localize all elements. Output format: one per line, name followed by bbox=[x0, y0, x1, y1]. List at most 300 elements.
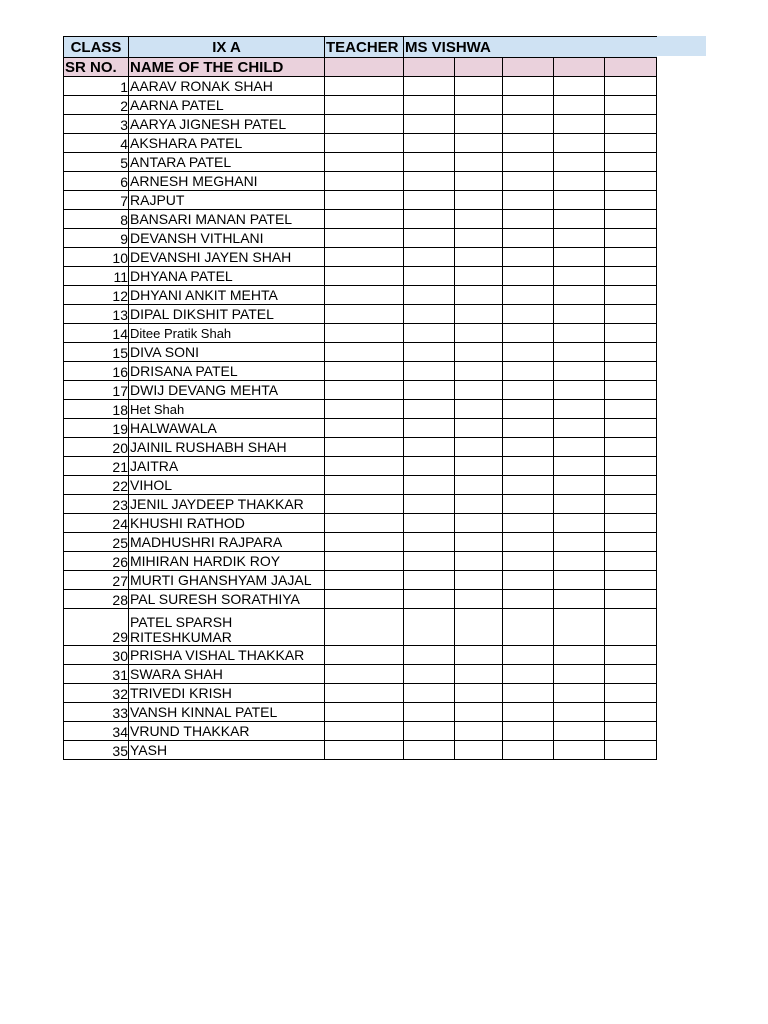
empty-cell bbox=[554, 210, 605, 229]
empty-cell bbox=[554, 305, 605, 324]
child-name-cell: TRIVEDI KRISH bbox=[129, 684, 325, 703]
empty-cell bbox=[554, 665, 605, 684]
empty-cell bbox=[605, 305, 657, 324]
child-name-cell: AARYA JIGNESH PATEL bbox=[129, 115, 325, 134]
table-row bbox=[64, 210, 657, 229]
empty-cell bbox=[455, 248, 503, 267]
empty-cell bbox=[455, 96, 503, 115]
empty-cell bbox=[404, 324, 455, 343]
empty-cell bbox=[503, 552, 554, 571]
empty-cell bbox=[554, 362, 605, 381]
table-row bbox=[64, 400, 657, 419]
empty-cell bbox=[455, 571, 503, 590]
empty-cell bbox=[455, 191, 503, 210]
empty-cell bbox=[455, 267, 503, 286]
empty-cell bbox=[605, 438, 657, 457]
empty-cell bbox=[404, 400, 455, 419]
child-name-cell: DIPAL DIKSHIT PATEL bbox=[129, 305, 325, 324]
child-name-cell: RAJPUT bbox=[129, 191, 325, 210]
empty-cell bbox=[455, 590, 503, 609]
empty-header-cell bbox=[554, 58, 605, 77]
empty-cell bbox=[455, 438, 503, 457]
empty-cell bbox=[605, 590, 657, 609]
empty-cell bbox=[605, 457, 657, 476]
empty-cell bbox=[404, 457, 455, 476]
empty-cell bbox=[605, 134, 657, 153]
sr-no-cell: 16 bbox=[64, 362, 129, 381]
empty-cell bbox=[404, 646, 455, 665]
empty-cell bbox=[503, 514, 554, 533]
empty-cell bbox=[503, 571, 554, 590]
empty-cell bbox=[503, 400, 554, 419]
table-row bbox=[64, 533, 657, 552]
empty-cell bbox=[455, 229, 503, 248]
table-row bbox=[64, 514, 657, 533]
table-row bbox=[64, 267, 657, 286]
empty-cell bbox=[455, 495, 503, 514]
child-name-cell: DHYANI ANKIT MEHTA bbox=[129, 286, 325, 305]
empty-header-cell bbox=[325, 58, 404, 77]
table-row bbox=[64, 722, 657, 741]
child-name-cell: JAINIL RUSHABH SHAH bbox=[129, 438, 325, 457]
empty-cell bbox=[325, 684, 404, 703]
empty-cell bbox=[503, 533, 554, 552]
sr-no-cell: 27 bbox=[64, 571, 129, 590]
empty-cell bbox=[554, 590, 605, 609]
empty-cell bbox=[554, 495, 605, 514]
class-label: CLASS bbox=[64, 37, 129, 58]
table-row bbox=[64, 457, 657, 476]
sr-no-cell: 9 bbox=[64, 229, 129, 248]
sr-no-cell: 31 bbox=[64, 665, 129, 684]
empty-cell bbox=[455, 552, 503, 571]
child-name-cell: ANTARA PATEL bbox=[129, 153, 325, 172]
empty-cell bbox=[503, 229, 554, 248]
empty-cell bbox=[404, 419, 455, 438]
sr-no-cell: 28 bbox=[64, 590, 129, 609]
empty-cell bbox=[404, 115, 455, 134]
empty-cell bbox=[455, 381, 503, 400]
child-name-cell: ARNESH MEGHANI bbox=[129, 172, 325, 191]
empty-cell bbox=[455, 362, 503, 381]
sr-no-cell: 23 bbox=[64, 495, 129, 514]
empty-cell bbox=[605, 419, 657, 438]
empty-cell bbox=[605, 703, 657, 722]
empty-cell bbox=[554, 324, 605, 343]
sr-no-cell: 29 bbox=[64, 609, 129, 646]
empty-cell bbox=[404, 77, 455, 96]
empty-cell bbox=[404, 571, 455, 590]
empty-cell bbox=[605, 552, 657, 571]
empty-cell bbox=[605, 722, 657, 741]
empty-cell bbox=[325, 210, 404, 229]
name-header: NAME OF THE CHILD bbox=[129, 58, 325, 77]
empty-cell bbox=[404, 96, 455, 115]
empty-cell bbox=[503, 438, 554, 457]
empty-cell bbox=[554, 115, 605, 134]
sr-no-cell: 17 bbox=[64, 381, 129, 400]
table-row bbox=[64, 191, 657, 210]
sr-no-cell: 10 bbox=[64, 248, 129, 267]
empty-cell bbox=[455, 665, 503, 684]
empty-cell bbox=[455, 514, 503, 533]
empty-cell bbox=[605, 248, 657, 267]
sr-no-header: SR NO. bbox=[64, 58, 129, 77]
empty-cell bbox=[605, 533, 657, 552]
sr-no-cell: 19 bbox=[64, 419, 129, 438]
empty-cell bbox=[503, 134, 554, 153]
empty-cell bbox=[325, 96, 404, 115]
empty-cell bbox=[554, 77, 605, 96]
table-row bbox=[64, 741, 657, 760]
child-name-cell: PATEL SPARSH RITESHKUMAR bbox=[129, 609, 325, 646]
empty-cell bbox=[404, 381, 455, 400]
empty-cell bbox=[605, 210, 657, 229]
empty-cell bbox=[325, 609, 404, 646]
child-name-cell: KHUSHI RATHOD bbox=[129, 514, 325, 533]
sr-no-cell: 14 bbox=[64, 324, 129, 343]
table-row bbox=[64, 476, 657, 495]
empty-cell bbox=[404, 495, 455, 514]
empty-cell bbox=[455, 703, 503, 722]
empty-cell bbox=[554, 476, 605, 495]
sr-no-cell: 3 bbox=[64, 115, 129, 134]
empty-cell bbox=[503, 286, 554, 305]
child-name-cell: VIHOL bbox=[129, 476, 325, 495]
empty-cell bbox=[404, 153, 455, 172]
empty-cell bbox=[503, 419, 554, 438]
empty-cell bbox=[325, 571, 404, 590]
empty-cell bbox=[325, 115, 404, 134]
child-name-cell: VRUND THAKKAR bbox=[129, 722, 325, 741]
empty-cell bbox=[325, 267, 404, 286]
table-row bbox=[64, 286, 657, 305]
sr-no-cell: 21 bbox=[64, 457, 129, 476]
sr-no-cell: 15 bbox=[64, 343, 129, 362]
empty-cell bbox=[605, 362, 657, 381]
empty-cell bbox=[325, 153, 404, 172]
child-name-cell: AKSHARA PATEL bbox=[129, 134, 325, 153]
empty-cell bbox=[325, 741, 404, 760]
empty-cell bbox=[404, 305, 455, 324]
empty-cell bbox=[455, 457, 503, 476]
table-row bbox=[64, 571, 657, 590]
empty-cell bbox=[325, 495, 404, 514]
empty-cell bbox=[455, 134, 503, 153]
empty-cell bbox=[404, 684, 455, 703]
empty-cell bbox=[503, 722, 554, 741]
empty-cell bbox=[605, 684, 657, 703]
empty-cell bbox=[325, 514, 404, 533]
empty-cell bbox=[325, 77, 404, 96]
table-row bbox=[64, 153, 657, 172]
teacher-label: TEACHER bbox=[325, 37, 404, 58]
empty-cell bbox=[325, 134, 404, 153]
empty-cell bbox=[404, 590, 455, 609]
empty-cell bbox=[503, 684, 554, 703]
empty-cell bbox=[554, 153, 605, 172]
empty-cell bbox=[554, 552, 605, 571]
empty-cell bbox=[554, 533, 605, 552]
empty-cell bbox=[503, 457, 554, 476]
empty-cell bbox=[605, 343, 657, 362]
empty-cell bbox=[503, 172, 554, 191]
child-name-cell: JENIL JAYDEEP THAKKAR bbox=[129, 495, 325, 514]
empty-cell bbox=[455, 153, 503, 172]
empty-header-cell bbox=[503, 58, 554, 77]
empty-cell bbox=[455, 77, 503, 96]
empty-cell bbox=[605, 571, 657, 590]
sr-no-cell: 30 bbox=[64, 646, 129, 665]
empty-cell bbox=[605, 96, 657, 115]
empty-cell bbox=[503, 248, 554, 267]
empty-cell bbox=[325, 381, 404, 400]
empty-cell bbox=[503, 343, 554, 362]
class-value: IX A bbox=[129, 37, 325, 58]
empty-cell bbox=[503, 476, 554, 495]
empty-cell bbox=[503, 381, 554, 400]
child-name-cell: BANSARI MANAN PATEL bbox=[129, 210, 325, 229]
empty-cell bbox=[554, 703, 605, 722]
empty-cell bbox=[404, 286, 455, 305]
child-name-cell: SWARA SHAH bbox=[129, 665, 325, 684]
header-fill-overflow bbox=[657, 36, 706, 56]
sr-no-cell: 4 bbox=[64, 134, 129, 153]
empty-cell bbox=[605, 172, 657, 191]
child-name-cell: PAL SURESH SORATHIYA bbox=[129, 590, 325, 609]
table-row bbox=[64, 552, 657, 571]
empty-cell bbox=[554, 722, 605, 741]
sr-no-cell: 20 bbox=[64, 438, 129, 457]
empty-cell bbox=[605, 400, 657, 419]
empty-cell bbox=[605, 229, 657, 248]
table-row bbox=[64, 609, 657, 646]
table-row bbox=[64, 96, 657, 115]
empty-cell bbox=[605, 381, 657, 400]
table-row bbox=[64, 172, 657, 191]
empty-cell bbox=[455, 172, 503, 191]
empty-cell bbox=[325, 362, 404, 381]
class-header-row bbox=[64, 37, 657, 58]
empty-cell bbox=[554, 457, 605, 476]
child-name-cell: MADHUSHRI RAJPARA bbox=[129, 533, 325, 552]
empty-cell bbox=[325, 457, 404, 476]
empty-cell bbox=[503, 741, 554, 760]
empty-cell bbox=[605, 153, 657, 172]
empty-cell bbox=[404, 722, 455, 741]
teacher-value: MS VISHWA bbox=[404, 37, 657, 58]
table-row bbox=[64, 703, 657, 722]
empty-cell bbox=[455, 305, 503, 324]
empty-cell bbox=[554, 134, 605, 153]
empty-cell bbox=[325, 552, 404, 571]
empty-cell bbox=[325, 191, 404, 210]
table-row bbox=[64, 590, 657, 609]
empty-cell bbox=[605, 476, 657, 495]
empty-cell bbox=[404, 533, 455, 552]
empty-cell bbox=[554, 646, 605, 665]
empty-cell bbox=[404, 514, 455, 533]
table-row bbox=[64, 438, 657, 457]
empty-cell bbox=[554, 191, 605, 210]
table-row bbox=[64, 324, 657, 343]
child-name-cell: PRISHA VISHAL THAKKAR bbox=[129, 646, 325, 665]
empty-cell bbox=[554, 267, 605, 286]
sr-no-cell: 2 bbox=[64, 96, 129, 115]
empty-cell bbox=[503, 590, 554, 609]
table-row bbox=[64, 646, 657, 665]
empty-cell bbox=[503, 191, 554, 210]
empty-cell bbox=[503, 703, 554, 722]
empty-cell bbox=[325, 172, 404, 191]
empty-cell bbox=[404, 267, 455, 286]
sr-no-cell: 6 bbox=[64, 172, 129, 191]
sr-no-cell: 5 bbox=[64, 153, 129, 172]
empty-cell bbox=[455, 210, 503, 229]
child-name-cell: DRISANA PATEL bbox=[129, 362, 325, 381]
child-name-cell: Ditee Pratik Shah bbox=[129, 324, 325, 343]
empty-cell bbox=[404, 191, 455, 210]
empty-cell bbox=[404, 210, 455, 229]
empty-cell bbox=[605, 115, 657, 134]
empty-cell bbox=[325, 343, 404, 362]
empty-cell bbox=[554, 684, 605, 703]
sr-no-cell: 22 bbox=[64, 476, 129, 495]
empty-cell bbox=[455, 684, 503, 703]
sr-no-cell: 25 bbox=[64, 533, 129, 552]
empty-cell bbox=[325, 305, 404, 324]
empty-cell bbox=[503, 646, 554, 665]
empty-cell bbox=[404, 741, 455, 760]
empty-cell bbox=[605, 324, 657, 343]
empty-cell bbox=[605, 646, 657, 665]
child-name-cell: JAITRA bbox=[129, 457, 325, 476]
empty-cell bbox=[404, 343, 455, 362]
empty-cell bbox=[325, 533, 404, 552]
sr-no-cell: 13 bbox=[64, 305, 129, 324]
empty-cell bbox=[455, 324, 503, 343]
empty-cell bbox=[404, 476, 455, 495]
empty-cell bbox=[554, 419, 605, 438]
empty-cell bbox=[404, 438, 455, 457]
table-row bbox=[64, 665, 657, 684]
empty-cell bbox=[554, 343, 605, 362]
empty-cell bbox=[325, 590, 404, 609]
empty-cell bbox=[554, 609, 605, 646]
table-row bbox=[64, 684, 657, 703]
empty-cell bbox=[605, 609, 657, 646]
empty-cell bbox=[605, 495, 657, 514]
child-name-cell: Het Shah bbox=[129, 400, 325, 419]
child-name-cell: VANSH KINNAL PATEL bbox=[129, 703, 325, 722]
child-name-cell: DEVANSHI JAYEN SHAH bbox=[129, 248, 325, 267]
empty-cell bbox=[554, 571, 605, 590]
child-name-cell: AARAV RONAK SHAH bbox=[129, 77, 325, 96]
empty-cell bbox=[605, 286, 657, 305]
empty-cell bbox=[455, 343, 503, 362]
column-header-row bbox=[64, 58, 657, 77]
table-row bbox=[64, 229, 657, 248]
empty-cell bbox=[455, 286, 503, 305]
empty-cell bbox=[325, 703, 404, 722]
empty-cell bbox=[503, 153, 554, 172]
empty-cell bbox=[404, 703, 455, 722]
sr-no-cell: 11 bbox=[64, 267, 129, 286]
empty-cell bbox=[605, 191, 657, 210]
empty-cell bbox=[554, 229, 605, 248]
sr-no-cell: 8 bbox=[64, 210, 129, 229]
empty-cell bbox=[455, 419, 503, 438]
empty-cell bbox=[503, 267, 554, 286]
empty-cell bbox=[503, 324, 554, 343]
empty-cell bbox=[554, 381, 605, 400]
empty-cell bbox=[404, 362, 455, 381]
table-row bbox=[64, 419, 657, 438]
child-name-cell: DHYANA PATEL bbox=[129, 267, 325, 286]
empty-cell bbox=[554, 438, 605, 457]
empty-cell bbox=[455, 476, 503, 495]
empty-cell bbox=[605, 665, 657, 684]
empty-cell bbox=[455, 400, 503, 419]
empty-cell bbox=[554, 172, 605, 191]
class-roster-sheet bbox=[63, 36, 657, 760]
empty-cell bbox=[455, 609, 503, 646]
empty-header-cell bbox=[605, 58, 657, 77]
empty-cell bbox=[404, 172, 455, 191]
empty-cell bbox=[404, 609, 455, 646]
empty-cell bbox=[455, 722, 503, 741]
child-name-cell: DWIJ DEVANG MEHTA bbox=[129, 381, 325, 400]
empty-cell bbox=[325, 438, 404, 457]
sr-no-cell: 33 bbox=[64, 703, 129, 722]
empty-cell bbox=[325, 476, 404, 495]
empty-cell bbox=[404, 134, 455, 153]
sr-no-cell: 7 bbox=[64, 191, 129, 210]
empty-cell bbox=[554, 400, 605, 419]
empty-cell bbox=[503, 115, 554, 134]
empty-cell bbox=[503, 665, 554, 684]
empty-header-cell bbox=[455, 58, 503, 77]
child-name-cell: DEVANSH VITHLANI bbox=[129, 229, 325, 248]
table-row bbox=[64, 305, 657, 324]
sr-no-cell: 1 bbox=[64, 77, 129, 96]
empty-cell bbox=[325, 248, 404, 267]
empty-cell bbox=[503, 609, 554, 646]
empty-cell bbox=[325, 722, 404, 741]
empty-cell bbox=[503, 305, 554, 324]
empty-header-cell bbox=[404, 58, 455, 77]
table-row bbox=[64, 495, 657, 514]
empty-cell bbox=[503, 362, 554, 381]
empty-cell bbox=[554, 286, 605, 305]
table-row bbox=[64, 77, 657, 96]
empty-cell bbox=[554, 96, 605, 115]
empty-cell bbox=[325, 400, 404, 419]
sr-no-cell: 26 bbox=[64, 552, 129, 571]
table-row bbox=[64, 134, 657, 153]
empty-cell bbox=[455, 741, 503, 760]
empty-cell bbox=[554, 741, 605, 760]
child-name-cell: AARNA PATEL bbox=[129, 96, 325, 115]
empty-cell bbox=[325, 665, 404, 684]
child-name-cell: MURTI GHANSHYAM JAJAL bbox=[129, 571, 325, 590]
child-name-cell: MIHIRAN HARDIK ROY bbox=[129, 552, 325, 571]
empty-cell bbox=[455, 646, 503, 665]
empty-cell bbox=[605, 267, 657, 286]
child-name-cell: HALWAWALA bbox=[129, 419, 325, 438]
sr-no-cell: 34 bbox=[64, 722, 129, 741]
empty-cell bbox=[554, 514, 605, 533]
